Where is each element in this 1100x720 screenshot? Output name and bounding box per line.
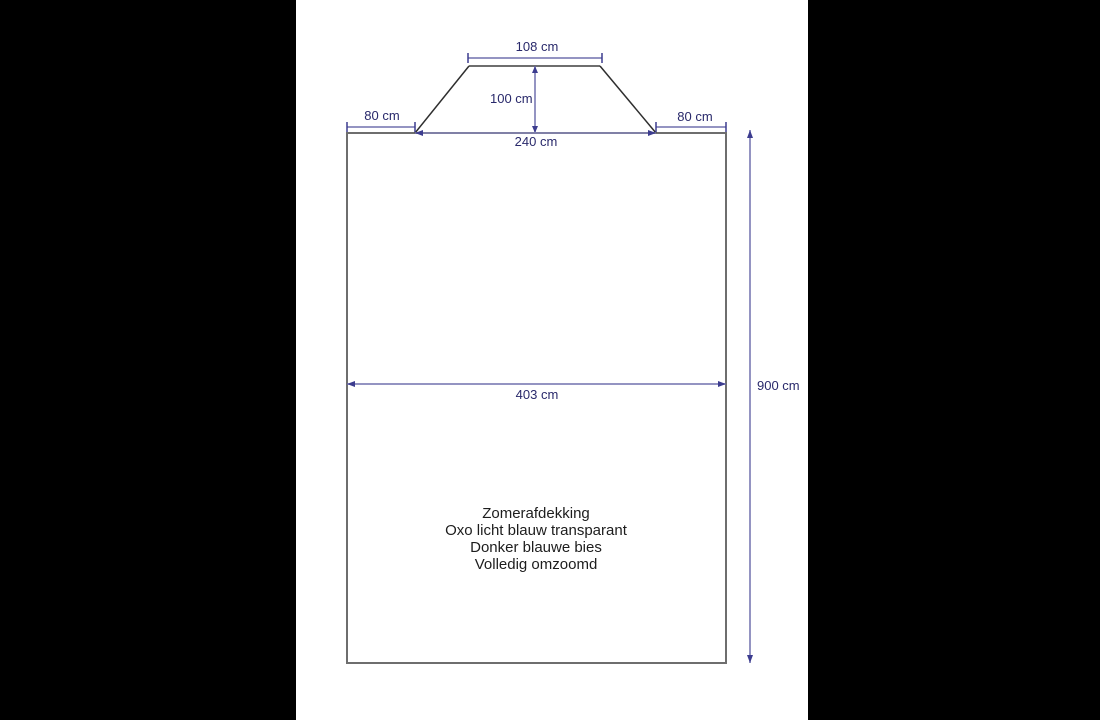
dimension-arrow xyxy=(347,381,355,387)
dimension-arrow xyxy=(532,66,538,73)
dimension-arrow xyxy=(747,655,753,663)
flap-right-slant xyxy=(600,66,656,133)
dimension-label-cover-height: 900 cm xyxy=(757,378,800,393)
description-line-product: Zomerafdekking xyxy=(482,505,590,522)
dimension-label-cover-width: 403 cm xyxy=(515,387,559,402)
dimension-arrow xyxy=(747,130,753,138)
description-line-trim: Donker blauwe bies xyxy=(470,539,602,556)
dimension-label-flap-height: 100 cm xyxy=(490,91,533,106)
description-line-material: Oxo licht blauw transparant xyxy=(445,522,627,539)
dimension-label-flap-base-width: 240 cm xyxy=(514,134,558,149)
flap-left-slant xyxy=(415,66,469,133)
description-line-hem: Volledig omzoomd xyxy=(474,556,598,573)
product-description xyxy=(445,505,627,573)
dimension-label-right-offset: 80 cm xyxy=(677,109,713,124)
dimension-label-left-offset: 80 cm xyxy=(364,108,400,123)
dimension-label-flap-top-width: 108 cm xyxy=(515,39,559,54)
dimension-arrow xyxy=(718,381,726,387)
drawing-canvas xyxy=(296,0,808,720)
dimension-arrow xyxy=(532,126,538,133)
